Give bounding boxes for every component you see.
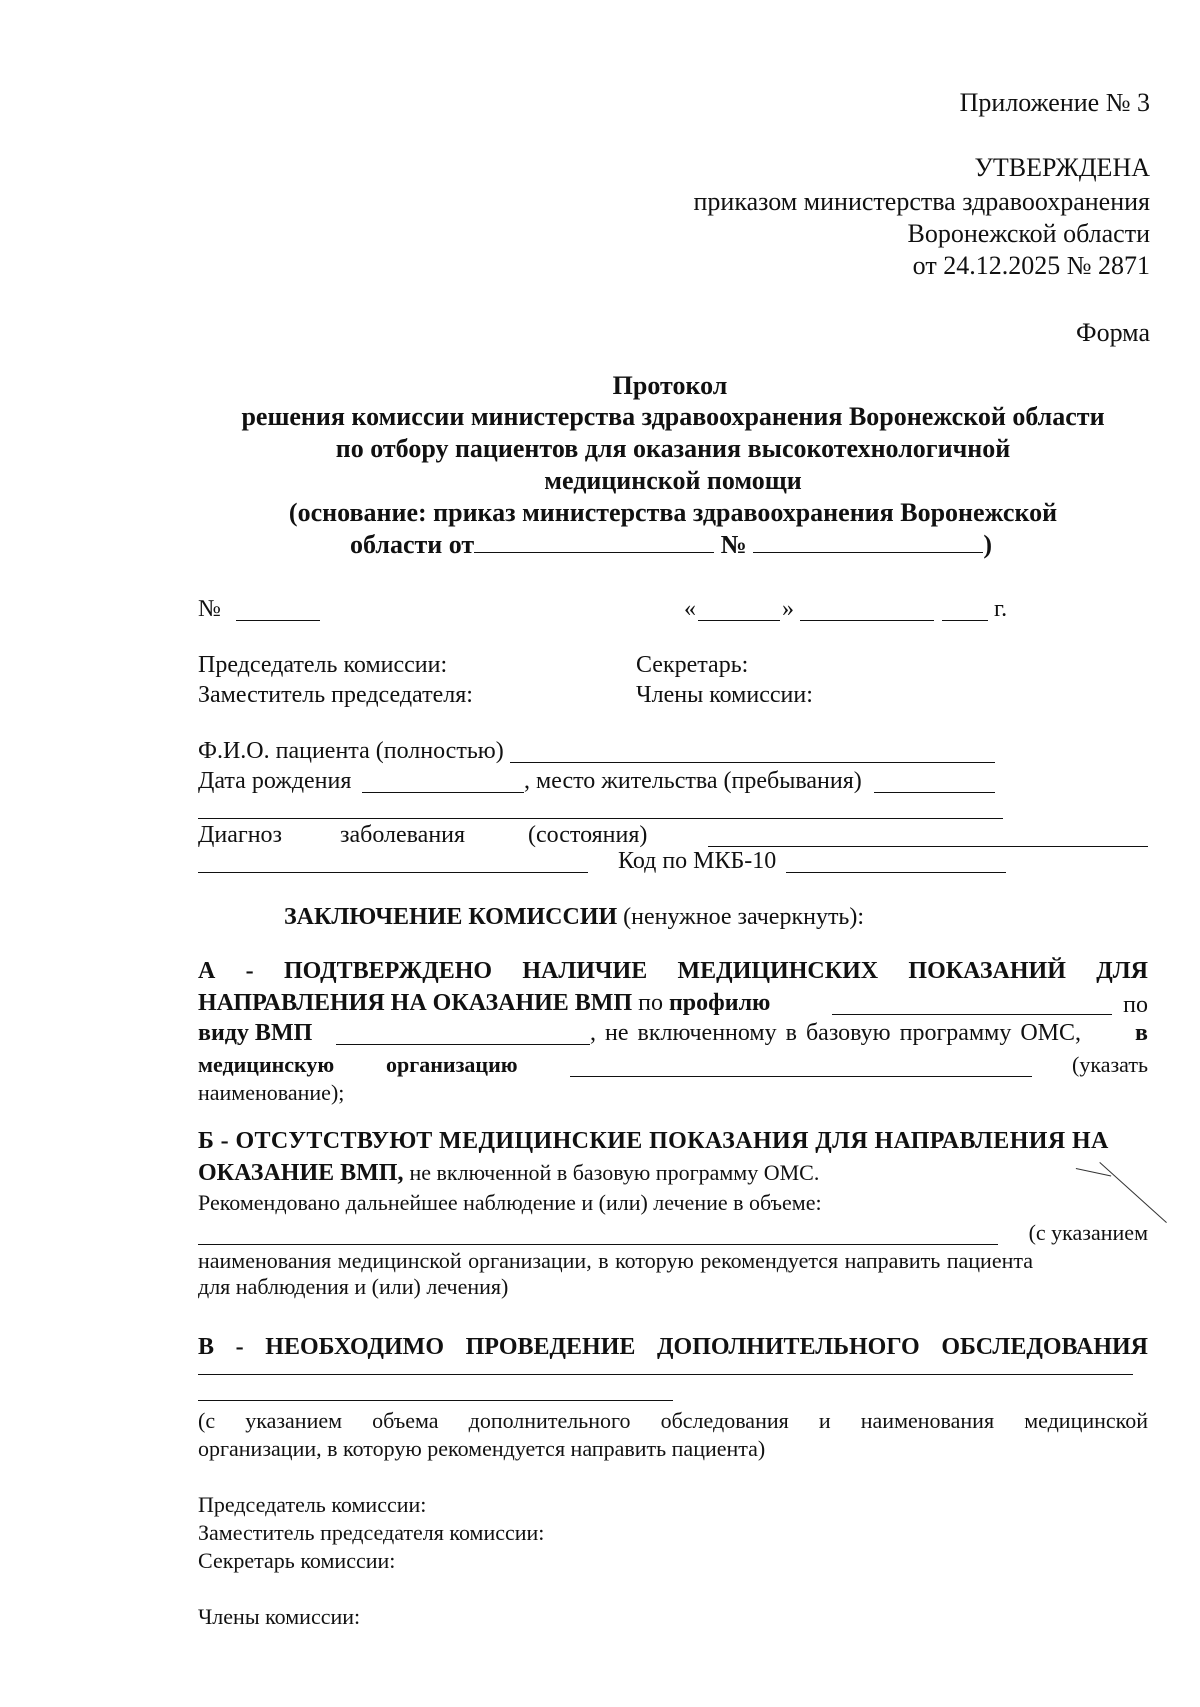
section-a-word: НАЛИЧИЕ <box>522 958 648 984</box>
order-line-3: от 24.12.2025 № 2871 <box>912 251 1150 280</box>
section-c-word: ПРОВЕДЕНИЕ <box>465 1334 636 1360</box>
section-c-line-1 <box>198 1334 1148 1361</box>
diagnosis-word-2: заболевания <box>340 822 466 848</box>
sign-members-label: Члены комиссии: <box>198 1604 361 1629</box>
profile-field[interactable] <box>832 1014 1112 1015</box>
section-c-word: ОБСЛЕДОВАНИЯ <box>941 1334 1148 1360</box>
section-a-po: по <box>638 990 663 1016</box>
section-c-word: НЕОБХОДИМО <box>265 1334 444 1360</box>
recommendation-field[interactable] <box>198 1244 998 1245</box>
date-close-quote: » <box>782 596 794 622</box>
birth-date-field[interactable] <box>362 792 524 793</box>
section-c-note-2: организации, в которую рекомендуется направить пациента) <box>198 1436 766 1461</box>
section-a-word: МЕДИЦИНСКИХ <box>677 958 879 984</box>
section-b-recommendation: Рекомендовано дальнейшее наблюдение и (или) лечение в объеме: <box>198 1190 822 1215</box>
date-month-field[interactable] <box>800 620 934 621</box>
patient-name-field[interactable] <box>510 762 995 763</box>
residence-label: , место жительства (пребывания) <box>524 768 862 794</box>
order-number-field[interactable] <box>753 530 983 553</box>
protocol-number-label: № <box>198 596 221 622</box>
title-line-6 <box>350 530 992 560</box>
appendix-label: Приложение № 3 <box>959 88 1150 117</box>
title-line-2: решения комиссии министерства здравоохранения Воронежской области <box>241 402 1105 431</box>
diagnosis-word-1: Диагноз <box>198 822 283 848</box>
section-c-word: ДОПОЛНИТЕЛЬНОГО <box>657 1334 920 1360</box>
section-b-vmp: ОКАЗАНИЕ ВМП, <box>198 1160 404 1186</box>
medical-org-word-1: медицинскую <box>198 1052 335 1077</box>
section-a-letter: А <box>198 958 216 984</box>
section-a-word: ДЛЯ <box>1096 958 1148 984</box>
icd-label: Код по МКБ-10 <box>618 848 777 874</box>
conclusion-note: (ненужное зачеркнуть): <box>623 904 865 930</box>
diagnosis-field-extra[interactable] <box>198 872 588 873</box>
vmp-type-label: виду ВМП <box>198 1020 313 1046</box>
order-number-label: № <box>720 530 747 559</box>
protocol-number-field[interactable] <box>236 620 320 621</box>
residence-field[interactable] <box>874 792 995 793</box>
order-line-1: приказом министерства здравоохранения <box>693 187 1150 216</box>
form-label: Форма <box>1076 318 1150 347</box>
order-date-label: области от <box>350 530 475 559</box>
diagnosis-word-3: (состояния) <box>528 822 648 848</box>
sign-deputy-label: Заместитель председателя комиссии: <box>198 1520 545 1545</box>
section-b-line-2 <box>198 1160 819 1187</box>
year-suffix: г. <box>994 596 1008 622</box>
vmp-type-text: , не включенному в базовую программу ОМС, <box>590 1020 1081 1046</box>
commission-members-label: Члены комиссии: <box>636 682 813 708</box>
section-a-specify: (указать <box>1072 1052 1148 1077</box>
exam-field-2[interactable] <box>198 1400 673 1401</box>
icd-field[interactable] <box>786 872 1006 873</box>
patient-name-label: Ф.И.О. пациента (полностью) <box>198 738 504 764</box>
section-c-note-1 <box>198 1408 1148 1434</box>
section-a-word: ПОКАЗАНИЙ <box>908 958 1066 984</box>
section-a-in: в <box>1135 1020 1148 1046</box>
section-a-po-end: по <box>1123 992 1148 1018</box>
section-a-direction: НАПРАВЛЕНИЯ НА ОКАЗАНИЕ ВМП <box>198 990 633 1016</box>
close-paren: ) <box>983 530 992 559</box>
conclusion-heading <box>284 904 864 931</box>
section-b-specify: (с указанием <box>1028 1220 1148 1245</box>
commission-secretary-label: Секретарь: <box>636 652 749 678</box>
section-a-dash: - <box>245 958 254 984</box>
order-line-2: Воронежской области <box>907 219 1150 248</box>
sign-secretary-label: Секретарь комиссии: <box>198 1548 396 1573</box>
exam-field-1[interactable] <box>198 1374 1133 1375</box>
section-c-dash: - <box>235 1334 244 1360</box>
title-line-4: медицинской помощи <box>544 466 802 495</box>
section-b-line-6: для наблюдения и (или) лечения) <box>198 1274 509 1299</box>
birth-date-label: Дата рождения <box>198 768 352 794</box>
date-year-field[interactable] <box>942 620 988 621</box>
section-a-name-end: наименование); <box>198 1080 345 1105</box>
section-c-note-1-text: (с указанием объема дополнительного обследования и наименования медицинской <box>198 1408 1148 1433</box>
section-a-word: ПОДТВЕРЖДЕНО <box>283 958 493 984</box>
title-line-3: по отбору пациентов для оказания высокотехнологичной <box>335 434 1011 463</box>
commission-deputy-label: Заместитель председателя: <box>198 682 473 708</box>
date-open-quote: « <box>684 596 696 622</box>
date-day-field[interactable] <box>698 620 780 621</box>
conclusion-title: ЗАКЛЮЧЕНИЕ КОМИССИИ <box>284 904 618 930</box>
section-a-profile-label: профилю <box>668 990 771 1016</box>
vmp-type-field[interactable] <box>336 1044 590 1045</box>
protocol-title: Протокол <box>612 371 728 400</box>
diagnosis-field[interactable] <box>708 846 1148 847</box>
sign-chair-label: Председатель комиссии: <box>198 1492 427 1517</box>
section-a-line-2 <box>198 990 770 1017</box>
section-c-letter: В <box>198 1334 215 1360</box>
medical-org-word-2: организацию <box>386 1052 518 1077</box>
commission-chair-label: Председатель комиссии: <box>198 652 448 678</box>
order-date-field[interactable] <box>474 530 714 553</box>
approved-label: УТВЕРЖДЕНА <box>974 153 1150 182</box>
medical-org-field[interactable] <box>570 1076 1032 1077</box>
section-a-line-1 <box>198 958 1148 985</box>
strike-mark <box>1099 1162 1167 1223</box>
section-b-line-5: наименования медицинской организации, в которую рекомендуется направить пациента <box>198 1248 1034 1273</box>
residence-field-extra[interactable] <box>198 818 1003 819</box>
section-b-text: не включенной в базовую программу ОМС. <box>409 1160 820 1185</box>
title-line-5: (основание: приказ министерства здравоохранения Воронежской <box>288 498 1058 527</box>
section-b-line-1: Б - ОТСУТСТВУЮТ МЕДИЦИНСКИЕ ПОКАЗАНИЯ ДЛЯ НАПРАВЛЕНИЯ НА <box>198 1128 1109 1154</box>
